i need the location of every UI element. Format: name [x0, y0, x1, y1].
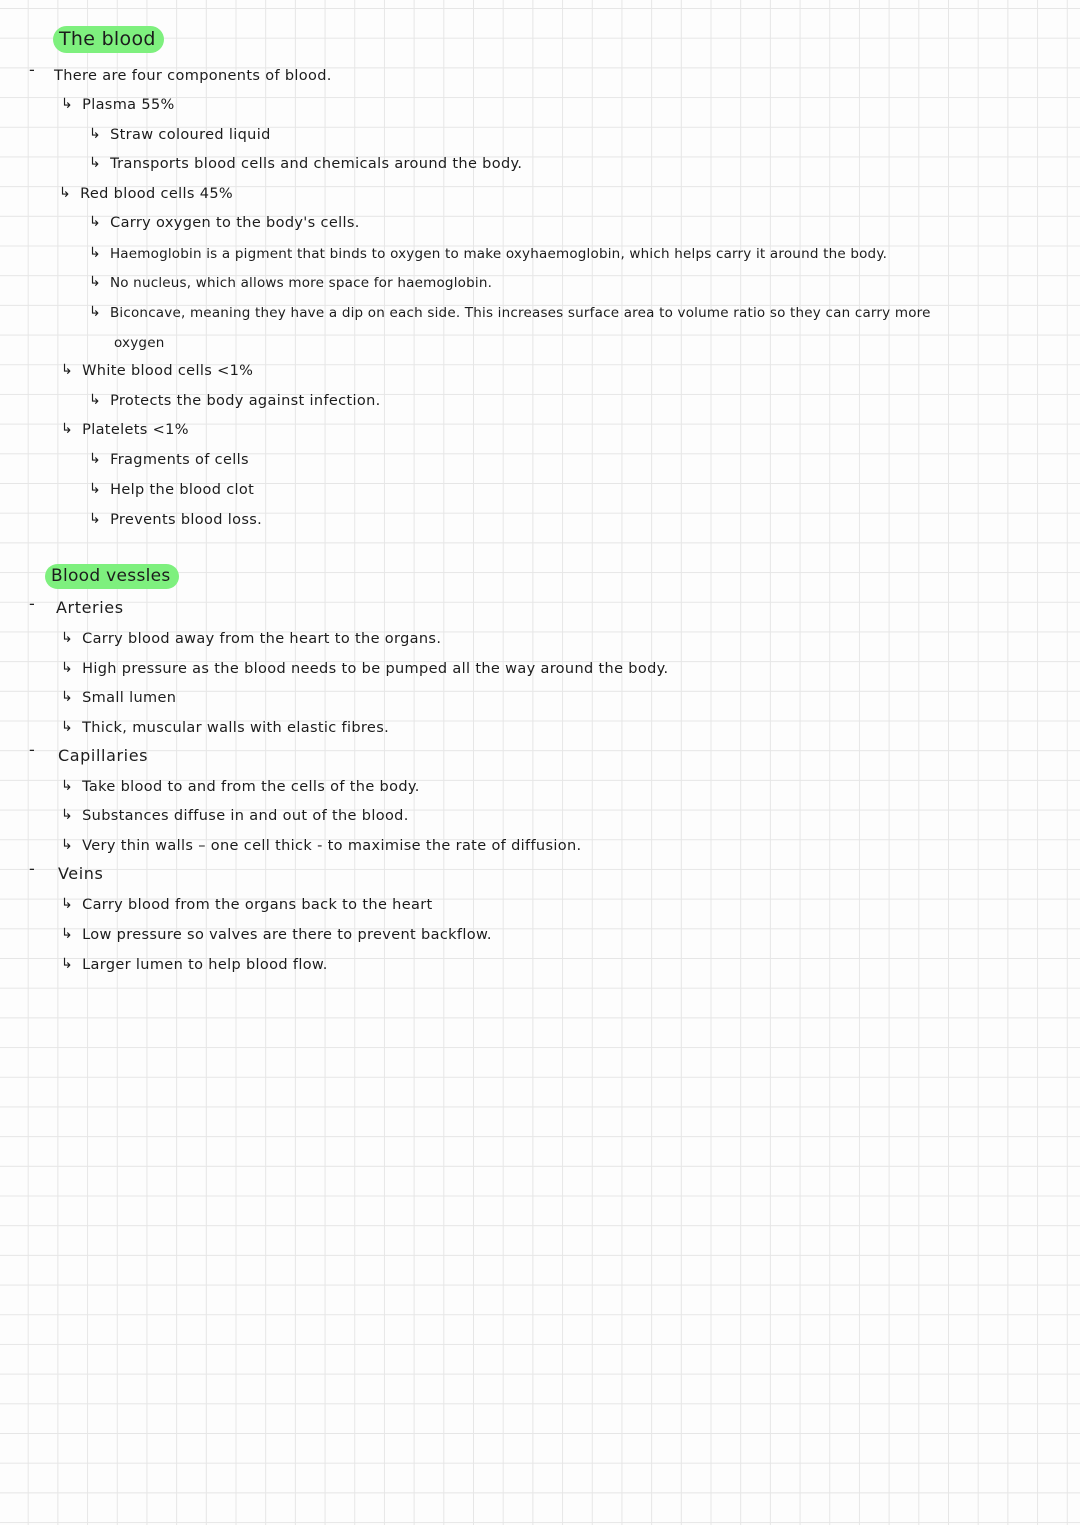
arrow-icon: ↳ [61, 362, 74, 378]
list-item [89, 481, 254, 499]
arrow-icon: ↳ [61, 926, 74, 942]
bullet-dash: - [29, 60, 35, 79]
arrow-icon: ↳ [89, 511, 102, 527]
arrow-icon: ↳ [61, 807, 74, 823]
capillaries-point: Substances diffuse in and out of the blood. [82, 808, 409, 824]
red-cells-point: Biconcave, meaning they have a dip on each side. This increases surface area to volume ratio so they can carry more [109, 305, 931, 321]
list-item [89, 304, 931, 322]
arrow-icon: ↳ [89, 274, 101, 290]
arteries-point: Carry blood away from the heart to the organs. [82, 631, 442, 647]
arrow-icon: ↳ [61, 660, 74, 676]
veins-heading: Veins [58, 864, 104, 883]
list-item [89, 126, 271, 144]
white-cells-point: Protects the body against infection. [110, 393, 381, 409]
platelets-point: Prevents blood loss. [110, 512, 263, 528]
capillaries-heading: Capillaries [58, 746, 149, 765]
arteries-point: High pressure as the blood needs to be pumped all the way around the body. [82, 661, 669, 677]
arrow-icon: ↳ [59, 185, 72, 201]
arrow-icon: ↳ [61, 421, 74, 437]
list-item [89, 511, 262, 529]
arteries-point: Small lumen [82, 690, 177, 706]
list-item [61, 689, 176, 707]
arrow-icon: ↳ [89, 392, 102, 408]
arrow-icon: ↳ [61, 896, 74, 912]
arrow-icon: ↳ [61, 630, 74, 646]
red-cells-point: No nucleus, which allows more space for haemoglobin. [109, 275, 493, 291]
red-cells-point-continuation: oxygen [114, 335, 165, 351]
plasma-point: Transports blood cells and chemicals around the body. [110, 156, 523, 172]
veins-point: Larger lumen to help blood flow. [82, 957, 328, 973]
bullet-dash: - [29, 859, 35, 878]
arrow-icon: ↳ [61, 719, 74, 735]
capillaries-point: Take blood to and from the cells of the body. [82, 779, 420, 795]
platelets-point: Help the blood clot [110, 482, 255, 498]
arrow-icon: ↳ [61, 778, 74, 794]
list-item [61, 807, 409, 825]
arrow-icon: ↳ [89, 155, 102, 171]
list-item [89, 392, 381, 410]
bullet-dash: - [29, 740, 35, 759]
list-item [61, 630, 441, 648]
platelets-point: Fragments of cells [110, 452, 249, 468]
list-item [61, 660, 668, 678]
arrow-icon: ↳ [61, 956, 74, 972]
veins-point: Carry blood from the organs back to the heart [82, 897, 433, 913]
arrow-icon: ↳ [61, 96, 74, 112]
list-item [61, 778, 420, 796]
list-item-white-cells [61, 362, 253, 380]
list-item [89, 451, 249, 469]
arrow-icon: ↳ [61, 837, 74, 853]
arteries-point: Thick, muscular walls with elastic fibres. [82, 720, 390, 736]
list-item [89, 274, 492, 292]
list-item [89, 155, 522, 173]
list-item [61, 956, 328, 974]
list-item [61, 896, 433, 914]
arrow-icon: ↳ [89, 214, 102, 230]
arrow-icon: ↳ [89, 481, 102, 497]
arrow-icon: ↳ [89, 245, 101, 261]
arrow-icon: ↳ [89, 126, 102, 142]
section-title-vessels: Blood vessles [45, 564, 179, 589]
list-item [61, 926, 492, 944]
list-item [89, 214, 360, 232]
list-item-plasma [61, 96, 175, 114]
red-cells-heading: Red blood cells 45% [80, 186, 234, 202]
capillaries-point: Very thin walls – one cell thick - to maximise the rate of diffusion. [82, 838, 582, 854]
arrow-icon: ↳ [89, 451, 102, 467]
red-cells-point: Carry oxygen to the body's cells. [110, 215, 360, 231]
arrow-icon: ↳ [61, 689, 74, 705]
plasma-point: Straw coloured liquid [110, 127, 271, 143]
platelets-heading: Platelets <1% [82, 422, 189, 438]
white-cells-heading: White blood cells <1% [82, 363, 254, 379]
blood-intro: There are four components of blood. [54, 68, 332, 84]
bullet-dash: - [29, 594, 35, 613]
list-item-platelets [61, 421, 189, 439]
veins-point: Low pressure so valves are there to prevent backflow. [82, 927, 492, 943]
arteries-heading: Arteries [56, 598, 124, 617]
list-item [89, 245, 887, 263]
red-cells-point: Haemoglobin is a pigment that binds to oxygen to make oxyhaemoglobin, which helps carry it around the body. [109, 246, 888, 262]
section-title-blood: The blood [53, 26, 164, 53]
list-item [61, 837, 581, 855]
list-item [61, 719, 389, 737]
arrow-icon: ↳ [89, 304, 101, 320]
list-item-red-cells [59, 185, 233, 203]
plasma-heading: Plasma 55% [82, 97, 175, 113]
